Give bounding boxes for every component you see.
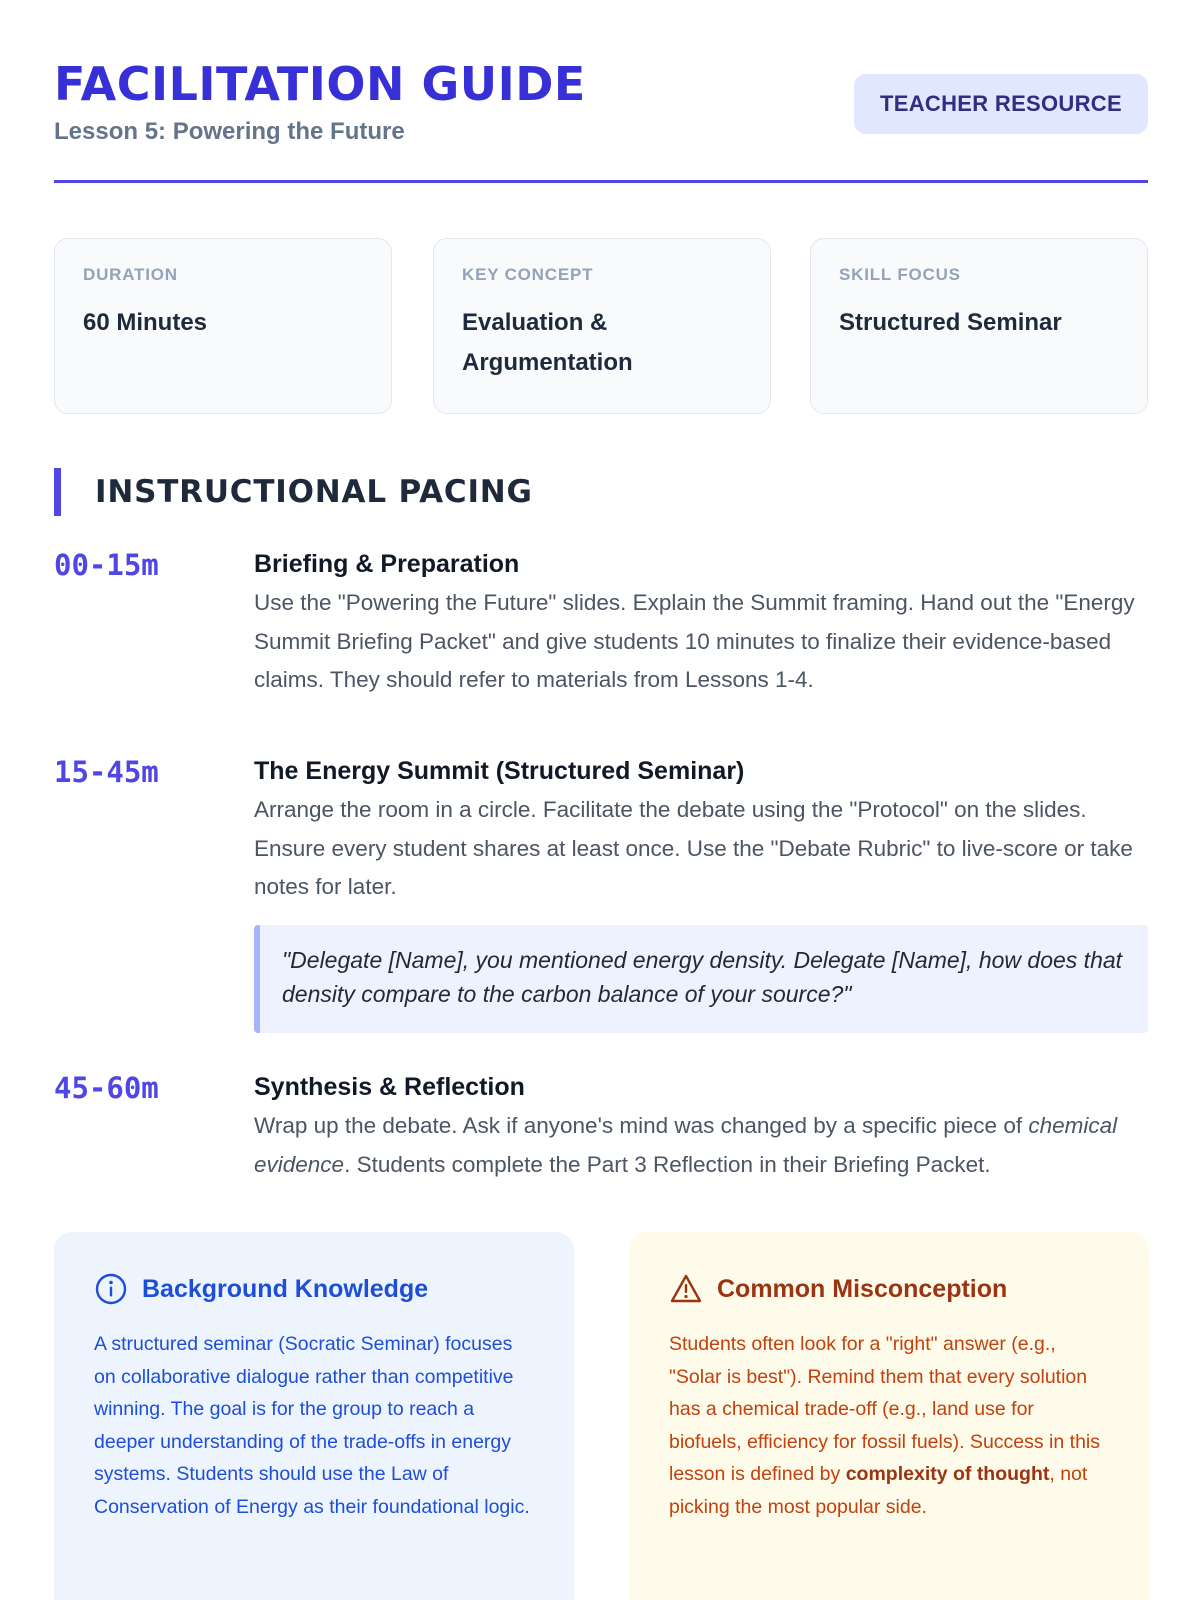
callout-text-emphasis: complexity of thought [845,1463,1050,1485]
card-label: SKILL FOCUS [839,265,961,284]
card-label: KEY CONCEPT [462,265,594,284]
pacing-text: Use the "Powering the Future" slides. Explain the Summit framing. Hand out the "Energy Summit Briefing Packet" and give students 10 minutes to finalize their evidence-based claims. They should refer to materials from Lessons 1-4. [254,590,1135,692]
misconception-callout [629,1232,1149,1600]
section-heading [54,468,533,516]
pacing-title: The Energy Summit (Structured Seminar) [254,757,745,785]
callout-text: A structured seminar (Socratic Seminar) focuses on collaborative dialogue rather than competitive winning. The goal is for the group to reach a deeper understanding of the trade-offs in energy systems. Students should use the Law of Conservation of Energy as their foundational logic. [94,1333,530,1518]
pacing-time: 45-60m [54,1071,159,1105]
page-subtitle: Lesson 5: Powering the Future [54,118,405,145]
page-header [54,56,1148,146]
info-cards [54,238,1148,414]
pacing-text-part: . Students complete the Part 3 Reflection in their Briefing Packet. [344,1151,991,1177]
callout-text [669,1328,1109,1523]
card-value: Structured Seminar [839,309,1062,336]
callout-text-part: Students often look for a "right" answer (e.g., "Solar is best"). Remind them that every solution has a chemical trade-off (e.g., land use for biofuels, efficiency for fossil fuels). Success in this lesson is defined by [669,1333,1100,1485]
card-value: 60 Minutes [83,309,208,336]
info-card-key-concept [433,238,771,414]
page-title: FACILITATION GUIDE [54,57,586,111]
pacing-text-part: Wrap up the debate. Ask if anyone's mind was changed by a specific piece of [254,1113,1029,1138]
facilitation-quote: "Delegate [Name], you mentioned energy density. Delegate [Name], how does that density compare to the carbon balance of your source?" [254,925,1148,1033]
callout-title: Common Misconception [717,1274,1008,1303]
card-value: Evaluation & Argumentation [462,309,633,376]
pacing-title: Synthesis & Reflection [254,1073,525,1101]
pacing-text: Arrange the room in a circle. Facilitate the debate using the "Protocol" on the slides. Ensure every student shares at least once. Use the "Debate Rubric" to live-score or take notes for later. [254,797,1133,899]
card-label: DURATION [83,265,178,284]
callout-header [94,1272,534,1306]
pacing-text [254,1107,1148,1184]
info-icon [94,1272,128,1306]
callout-title: Background Knowledge [142,1274,429,1303]
background-knowledge-callout [54,1232,574,1600]
pacing-body [254,548,1148,700]
pacing-text-emphasis: chemical evidence [254,1113,1118,1177]
section-title: INSTRUCTIONAL PACING [95,474,533,510]
info-card-skill-focus [810,238,1148,414]
callout-header [669,1272,1109,1306]
pacing-body [254,755,1148,1033]
pacing-time: 15-45m [54,755,159,789]
callout-text-part: , not picking the most popular side. [669,1463,1088,1518]
pacing-body [254,1071,1148,1184]
pacing-title: Briefing & Preparation [254,550,520,578]
info-card-duration [54,238,392,414]
pacing-time: 00-15m [54,548,159,582]
warning-icon [669,1272,703,1306]
resource-badge: TEACHER RESOURCE [854,74,1148,134]
header-divider [54,180,1148,183]
